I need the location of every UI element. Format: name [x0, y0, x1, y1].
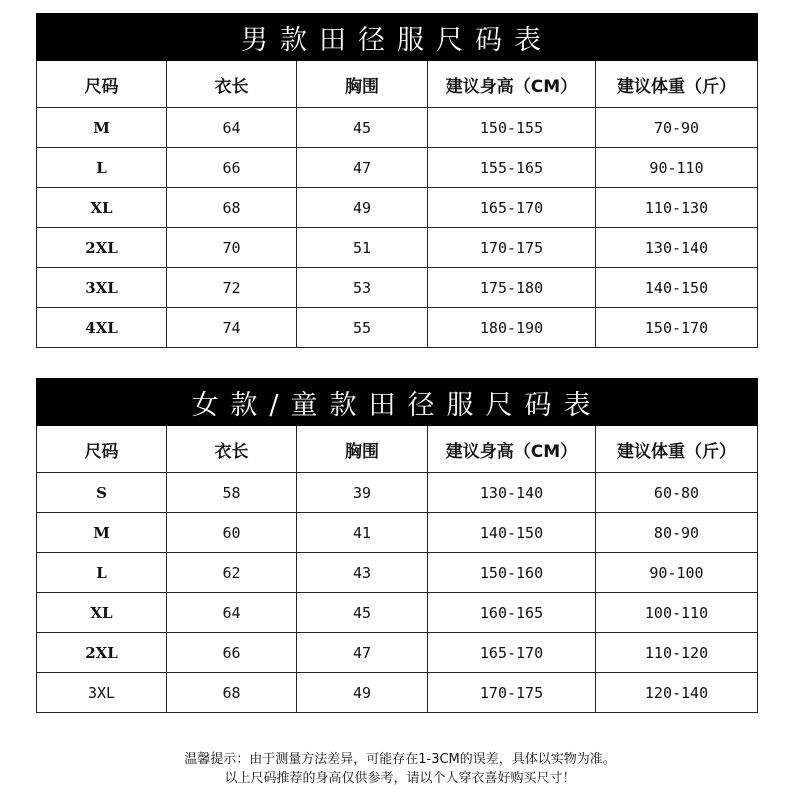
length-cell: 64	[167, 108, 297, 148]
column-header-height: 建议身高（CM）	[428, 61, 596, 108]
chest-cell: 49	[297, 188, 428, 228]
weight-cell: 80-90	[596, 513, 758, 553]
chest-cell: 55	[297, 308, 428, 348]
length-cell: 68	[167, 673, 297, 713]
chest-cell: 47	[297, 148, 428, 188]
table-row	[37, 593, 758, 633]
length-cell: 62	[167, 553, 297, 593]
weight-cell: 90-100	[596, 553, 758, 593]
height-cell: 160-165	[428, 593, 596, 633]
length-cell: 72	[167, 268, 297, 308]
chest-cell: 53	[297, 268, 428, 308]
column-header-weight: 建议体重（斤）	[596, 61, 758, 108]
length-cell: 60	[167, 513, 297, 553]
height-cell: 150-160	[428, 553, 596, 593]
weight-cell: 140-150	[596, 268, 758, 308]
table-row	[37, 108, 758, 148]
table-row	[37, 513, 758, 553]
column-header-size: 尺码	[37, 426, 167, 473]
size-cell: L	[37, 148, 167, 188]
size-cell: 3XL	[37, 673, 167, 713]
weight-cell: 100-110	[596, 593, 758, 633]
size-cell: 4XL	[37, 308, 167, 348]
weight-cell: 130-140	[596, 228, 758, 268]
weight-cell: 60-80	[596, 473, 758, 513]
weight-cell: 120-140	[596, 673, 758, 713]
height-cell: 165-170	[428, 188, 596, 228]
column-header-length: 衣长	[167, 426, 297, 473]
column-header-weight: 建议体重（斤）	[596, 426, 758, 473]
size-cell: L	[37, 553, 167, 593]
table-row	[37, 673, 758, 713]
size-cell: XL	[37, 188, 167, 228]
table-row	[37, 188, 758, 228]
weight-cell: 150-170	[596, 308, 758, 348]
height-cell: 180-190	[428, 308, 596, 348]
table-row	[37, 308, 758, 348]
height-cell: 155-165	[428, 148, 596, 188]
length-cell: 66	[167, 148, 297, 188]
chest-cell: 41	[297, 513, 428, 553]
table-row	[37, 553, 758, 593]
weight-cell: 70-90	[596, 108, 758, 148]
chest-cell: 45	[297, 108, 428, 148]
height-cell: 140-150	[428, 513, 596, 553]
chest-cell: 43	[297, 553, 428, 593]
height-cell: 165-170	[428, 633, 596, 673]
column-header-chest: 胸围	[297, 426, 428, 473]
women-table-title-row	[37, 379, 758, 426]
size-cell: 3XL	[37, 268, 167, 308]
women-table-title: 女款/童款田径服尺码表	[37, 379, 758, 426]
chest-cell: 45	[297, 593, 428, 633]
chest-cell: 39	[297, 473, 428, 513]
women-kids-size-table	[36, 378, 758, 713]
height-cell: 175-180	[428, 268, 596, 308]
column-header-chest: 胸围	[297, 61, 428, 108]
length-cell: 74	[167, 308, 297, 348]
weight-cell: 110-120	[596, 633, 758, 673]
height-cell: 170-175	[428, 228, 596, 268]
chest-cell: 51	[297, 228, 428, 268]
length-cell: 70	[167, 228, 297, 268]
height-cell: 130-140	[428, 473, 596, 513]
men-size-table	[36, 13, 758, 348]
length-cell: 58	[167, 473, 297, 513]
men-table-title: 男款田径服尺码表	[37, 14, 758, 61]
chest-cell: 47	[297, 633, 428, 673]
size-cell: XL	[37, 593, 167, 633]
column-header-size: 尺码	[37, 61, 167, 108]
size-cell: 2XL	[37, 633, 167, 673]
column-header-height: 建议身高（CM）	[428, 426, 596, 473]
men-table-title-row	[37, 14, 758, 61]
tip-note: 温馨提示：由于测量方法差异，可能存在1-3CM的误差，具体以实物为准。	[184, 752, 616, 767]
height-cell: 150-155	[428, 108, 596, 148]
length-cell: 68	[167, 188, 297, 228]
table-row	[37, 148, 758, 188]
column-header-length: 衣长	[167, 61, 297, 108]
women-table-header-row	[37, 426, 758, 473]
size-cell: M	[37, 108, 167, 148]
table-row	[37, 473, 758, 513]
men-table-header-row	[37, 61, 758, 108]
table-row	[37, 228, 758, 268]
table-row	[37, 268, 758, 308]
size-cell: M	[37, 513, 167, 553]
chest-cell: 49	[297, 673, 428, 713]
length-cell: 64	[167, 593, 297, 633]
height-cell: 170-175	[428, 673, 596, 713]
weight-cell: 110-130	[596, 188, 758, 228]
length-cell: 66	[167, 633, 297, 673]
size-cell: 2XL	[37, 228, 167, 268]
table-row	[37, 633, 758, 673]
weight-cell: 90-110	[596, 148, 758, 188]
size-cell: S	[37, 473, 167, 513]
height-reference-note: 以上尺码推荐的身高仅供参考，请以个人穿衣喜好购买尺寸！	[224, 771, 576, 786]
